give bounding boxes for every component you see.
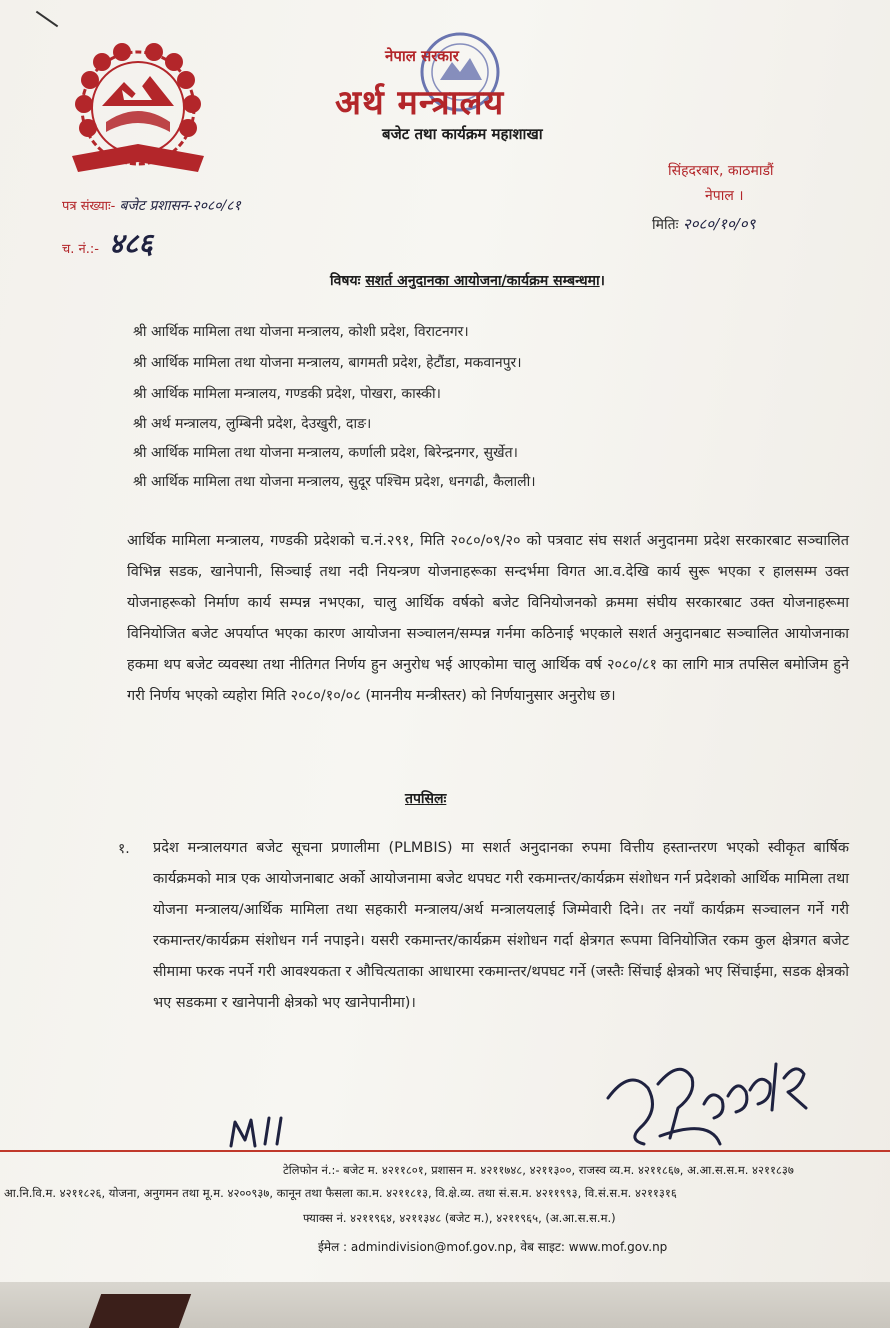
footer-contact bbox=[318, 1238, 667, 1255]
schedule-item-number: १. bbox=[118, 841, 130, 857]
dispatch-number-value: ४८६ bbox=[109, 227, 153, 260]
subject-line bbox=[330, 271, 605, 290]
dispatch-number bbox=[62, 224, 153, 262]
email-label: ईमेल : bbox=[318, 1240, 348, 1254]
recipient-line: श्री अर्थ मन्त्रालय, लुम्बिनी प्रदेश, देउखुरी, दाङ। bbox=[133, 416, 372, 432]
dispatch-number-label: च. नं.:- bbox=[62, 242, 99, 257]
date-value: २०८०/१०/०९ bbox=[682, 215, 756, 233]
address-line-1: सिंहदरबार, काठमाडौं bbox=[668, 163, 774, 179]
website-label: , वेब साइट: bbox=[512, 1240, 565, 1254]
footer-divider bbox=[0, 1150, 890, 1152]
government-label: नेपाल सरकार bbox=[385, 47, 459, 65]
letter-number bbox=[62, 196, 241, 215]
initials-signature-icon bbox=[225, 1112, 295, 1152]
email-link[interactable]: admindivision@mof.gov.np bbox=[350, 1240, 513, 1254]
footer-telephone: टेलिफोन नं.:- बजेट म. ४२११८०१, प्रशासन म. ४२११७४८, ४२११३००, राजस्व व्य.म. ४२११८६७, अ.आ.स.स.म. ४२११८३७ bbox=[283, 1163, 794, 1177]
ministry-title: अर्थ मन्त्रालय bbox=[335, 83, 505, 123]
website-link[interactable]: www.mof.gov.np bbox=[568, 1240, 668, 1254]
recipient-line: श्री आर्थिक मामिला तथा योजना मन्त्रालय, बागमती प्रदेश, हेटौंडा, मकवानपुर। bbox=[133, 355, 522, 371]
recipient-line: श्री आर्थिक मामिला मन्त्रालय, गण्डकी प्रदेश, पोखरा, कास्की। bbox=[133, 386, 441, 402]
corner-mark bbox=[36, 11, 58, 28]
recipient-line: श्री आर्थिक मामिला तथा योजना मन्त्रालय, कर्णाली प्रदेश, बिरेन्द्रनगर, सुर्खेत। bbox=[133, 445, 518, 461]
desk-object bbox=[89, 1294, 191, 1328]
body-paragraph: आर्थिक मामिला मन्त्रालय, गण्डकी प्रदेशको च.नं.२९१, मिति २०८०/०९/२० को पत्रवाट संघ सशर्त अनुदानमा प्रदेश सरकारबाट सञ्चालित विभिन्न सडक, खानेपानी, सिञ्चाई तथा नदी नियन्त्रण योजनाहरूका सन्दर्भमा विगत आ.व.देखि कार्य सुरू भएका र हालसम्म उक्त योजनाहरूको निर्माण कार्य सम्पन्न नभएका, चालु आर्थिक वर्षको बजेट विनियोजनको क्रममा संघीय सरकारबाट उक्त योजनाहरूमा विनियोजित बजेट अपर्याप्त भएका कारण आयोजना सञ्चालन/सम्पन्न गर्नमा कठिनाई भएकाले सशर्त अनुदानबाट सञ्चालित आयोजनाका हकमा थप बजेट व्यवस्था तथा नीतिगत निर्णय हुन अनुरोध भई आएकोमा चालु आर्थिक वर्ष २०८०/८१ का लागि मात्र तपसिल बमोजिम हुने गरी निर्णय भएको व्यहोरा मिति २०८०/१०/०८ (माननीय मन्त्रीस्तर) को निर्णयानुसार अनुरोध छ। bbox=[127, 533, 849, 704]
recipient-line: श्री आर्थिक मामिला तथा योजना मन्त्रालय, कोशी प्रदेश, विराटनगर। bbox=[133, 324, 469, 340]
division-title: बजेट तथा कार्यक्रम महाशाखा bbox=[382, 125, 543, 143]
subject-label: विषयः bbox=[330, 273, 361, 289]
officer-signature-icon bbox=[600, 1048, 815, 1153]
letter-date bbox=[652, 214, 755, 234]
address-line-2: नेपाल । bbox=[705, 188, 744, 204]
subject-text: सशर्त अनुदानका आयोजना/कार्यक्रम सम्बन्धमा bbox=[365, 273, 600, 289]
subject-end: । bbox=[599, 273, 605, 289]
schedule-item-text: प्रदेश मन्त्रालयगत बजेट सूचना प्रणालीमा (PLMBIS) मा सशर्त अनुदानका रुपमा वित्तीय हस्तान्तरण भएको स्वीकृत बार्षिक कार्यक्रमको मात्र एक आयोजनाबाट अर्को आयोजनामा बजेट थपघट गरी रकमान्तर/कार्यक्रम संशोधन गर्न प्रदेशको आर्थिक मामिला तथा योजना मन्त्रालय/आर्थिक मामिला तथा सहकारी मन्त्रालय/अर्थ मन्त्रालयलाई जिम्मेवारी दिने। तर नयाँ कार्यक्रम सञ्चालन गर्ने गरी रकमान्तर/कार्यक्रम संशोधन गर्न नपाइने। यसरी रकमान्तर/कार्यक्रम संशोधन गर्दा क्षेत्रगत रूपमा विनियोजित रकम कुल क्षेत्रगत बजेट सीमामा फरक नपर्ने गरी आवश्यकता र औचित्यताका आधारमा रकमान्तर/थपघट गर्ने (जस्तैः सिंचाई क्षेत्रको भए सिंचाईमा, सडक क्षेत्रको भए सडकमा र खानेपानी क्षेत्रको भए खानेपानीमा)। bbox=[153, 840, 849, 1011]
letter-number-value: बजेट प्रशासन-२०८०/८१ bbox=[119, 198, 241, 214]
footer-telephone-2: आ.नि.वि.म. ४२११८२६, योजना, अनुगमन तथा मू.म. ४२००९३७, कानून तथा फैसला का.म. ४२११८१३, वि.क्षे.व्य. तथा सं.स.म. ४२११९९३, वि.सं.स.म. ४२११३१६ bbox=[4, 1186, 677, 1200]
desk-surface bbox=[0, 1282, 890, 1328]
letter-number-label: पत्र संख्याः- bbox=[62, 199, 116, 214]
recipient-line: श्री आर्थिक मामिला तथा योजना मन्त्रालय, सुदूर पश्चिम प्रदेश, धनगढी, कैलाली। bbox=[133, 474, 536, 490]
schedule-title: तपसिलः bbox=[405, 791, 447, 807]
date-label: मितिः bbox=[652, 217, 679, 233]
footer-fax: फ्याक्स नं. ४२११९६४, ४२११३४८ (बजेट म.), ४२११९६५, (अ.आ.स.स.म.) bbox=[303, 1211, 616, 1225]
nepal-emblem-icon bbox=[62, 40, 214, 182]
